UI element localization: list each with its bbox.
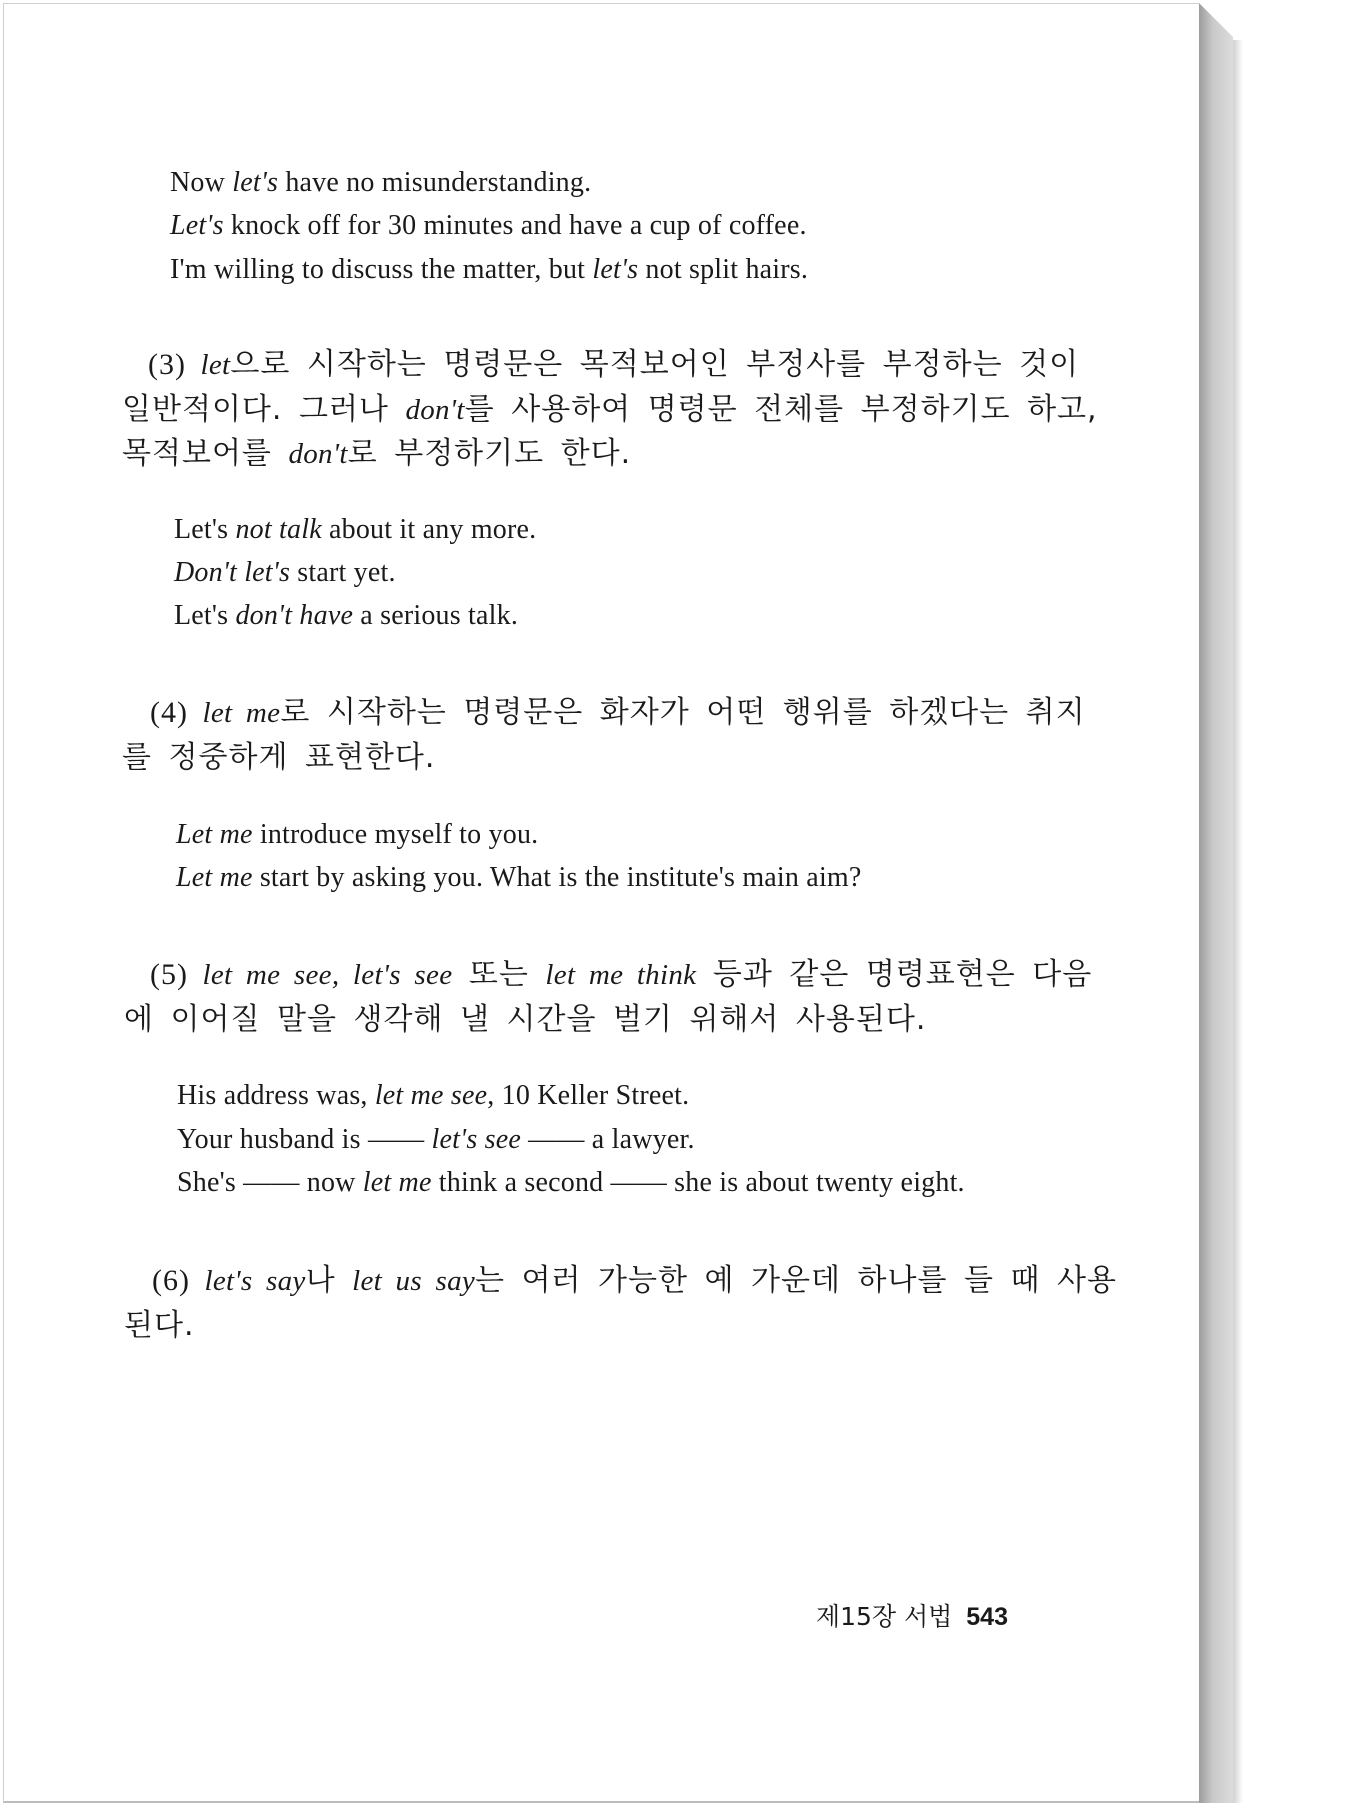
section-text: 로 부정하기도 한다. <box>347 436 632 471</box>
section-5-line-2 <box>124 994 926 1038</box>
chapter-label: 제15장 서법 <box>815 1602 953 1631</box>
example-text: start by asking you. What is the institute's main aim? <box>252 862 862 893</box>
example-line-5-3 <box>177 1167 965 1199</box>
section-3-line-2 <box>122 384 1098 428</box>
section-text: 등과 같은 명령표현은 다음 <box>696 957 1093 992</box>
section-number: (4) <box>150 696 203 729</box>
page-content <box>4 4 1200 1804</box>
example-text: not split hairs. <box>638 254 809 285</box>
section-4-line-1 <box>150 687 1086 731</box>
section-5-line-1 <box>150 949 1092 993</box>
example-text: think a second —— she is about twenty eight. <box>431 1167 965 1198</box>
section-italic: don't <box>288 438 348 470</box>
example-text: His address was, <box>177 1080 375 1111</box>
section-text: 를 정중하게 표현한다. <box>122 740 436 775</box>
section-text: 된다. <box>124 1308 195 1343</box>
section-text: 으로 시작하는 명령문은 목적보어인 부정사를 부정하는 것이 <box>230 347 1080 382</box>
section-text: 목적보어를 <box>122 436 289 471</box>
example-text: I'm willing to discuss the matter, but <box>170 254 593 285</box>
example-text: introduce myself to you. <box>252 819 539 850</box>
example-line-1-3 <box>170 254 808 286</box>
book-page <box>3 3 1199 1803</box>
section-number: (3) <box>148 348 201 381</box>
example-text: Let's <box>174 514 236 545</box>
section-number: (5) <box>150 958 203 991</box>
example-italic: don't have <box>235 600 354 631</box>
example-text: have no misunderstanding. <box>278 167 592 198</box>
example-line-5-2 <box>177 1124 695 1156</box>
section-3-line-3 <box>122 428 631 472</box>
example-text: Your husband is —— <box>177 1124 432 1155</box>
example-italic: Let me <box>176 819 253 850</box>
example-text: knock off for 30 minutes and have a cup of coffee. <box>223 210 807 241</box>
section-italic: don't <box>405 394 465 426</box>
example-line-3-1 <box>174 514 536 546</box>
section-italic: let me think <box>545 959 697 991</box>
example-text: Let's <box>174 600 236 631</box>
section-text: 에 이어질 말을 생각해 낼 시간을 벌기 위해서 사용된다. <box>124 1002 927 1037</box>
section-text: 로 시작하는 명령문은 화자가 어떤 행위를 하겠다는 취지 <box>280 695 1086 730</box>
section-number: (6) <box>152 1264 205 1297</box>
section-italic: let's say <box>204 1265 306 1297</box>
example-line-3-3 <box>174 600 518 632</box>
example-italic: not talk <box>235 514 322 545</box>
section-text: 나 <box>305 1263 353 1298</box>
page-number: 543 <box>966 1603 1008 1631</box>
section-6-line-1 <box>152 1255 1117 1299</box>
example-text: , 10 Keller Street. <box>487 1080 690 1111</box>
example-italic: let's see <box>431 1124 521 1155</box>
example-italic: let me <box>362 1167 432 1198</box>
example-text: start yet. <box>290 557 396 588</box>
example-italic: Don't let's <box>174 557 291 588</box>
book-page-edge <box>1199 3 1233 1803</box>
section-4-line-2 <box>122 732 435 776</box>
example-text: a serious talk. <box>353 600 519 631</box>
section-3-line-1 <box>148 339 1079 383</box>
section-italic: let <box>200 349 231 381</box>
section-text: 또는 <box>452 957 546 992</box>
example-italic: let's <box>232 167 279 198</box>
section-italic: let us say <box>352 1265 476 1297</box>
example-line-1-2 <box>170 210 807 242</box>
book-shadow <box>1233 40 1243 1803</box>
section-italic: let me see, let's see <box>202 959 453 991</box>
example-text: about it any more. <box>321 514 537 545</box>
example-line-5-1 <box>177 1080 689 1112</box>
example-italic: let's <box>592 254 639 285</box>
example-line-4-1 <box>176 819 538 851</box>
example-line-3-2 <box>174 557 396 589</box>
section-text: 를 사용하여 명령문 전체를 부정하기도 하고, <box>464 392 1098 427</box>
section-text: 는 여러 가능한 예 가운데 하나를 들 때 사용 <box>475 1263 1117 1298</box>
page-footer <box>816 1597 1008 1633</box>
section-text: 일반적이다. 그러나 <box>122 392 406 427</box>
example-text: —— a lawyer. <box>520 1124 695 1155</box>
example-italic: Let's <box>170 210 224 241</box>
section-6-line-2 <box>124 1300 195 1344</box>
example-line-4-2 <box>176 862 862 894</box>
example-line-1-1 <box>170 167 591 199</box>
example-italic: let me see <box>374 1080 488 1111</box>
example-text: Now <box>170 167 233 198</box>
example-text: She's —— now <box>177 1167 363 1198</box>
section-italic: let me <box>202 697 281 729</box>
example-italic: Let me <box>176 862 253 893</box>
